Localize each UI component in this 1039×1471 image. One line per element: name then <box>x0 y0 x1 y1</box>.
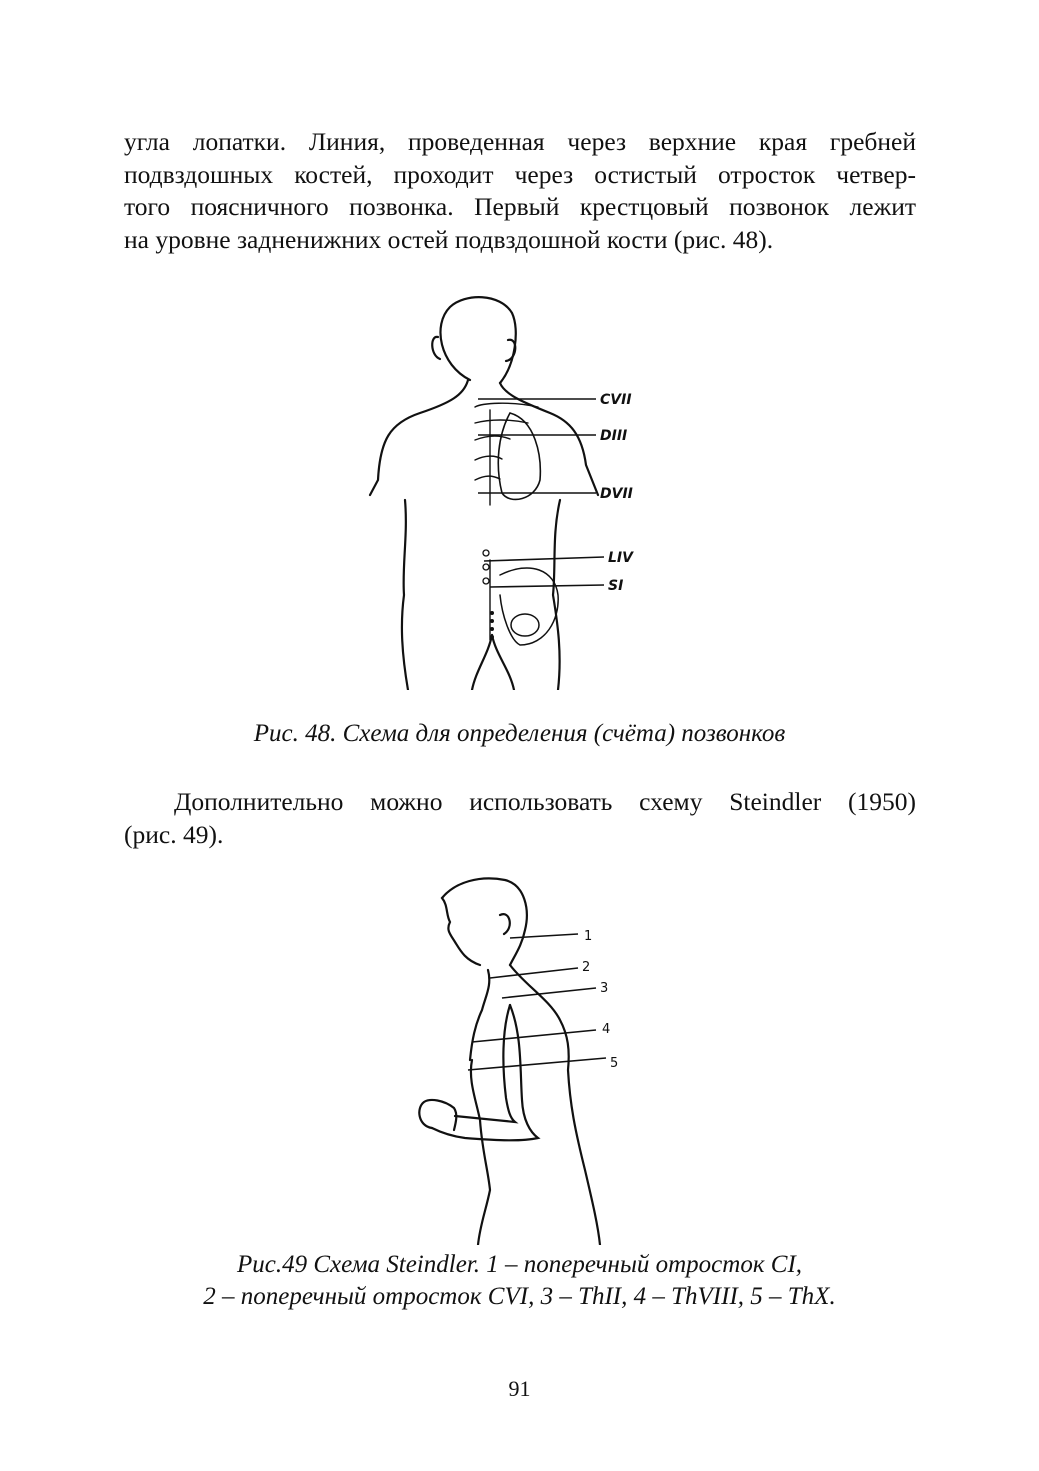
label-si: SI <box>608 578 624 594</box>
page-number: 91 <box>508 1376 531 1401</box>
label-liv: LIV <box>608 550 633 566</box>
label-cvii: CVII <box>600 392 632 408</box>
paragraph-1 <box>124 126 916 256</box>
figure-49-side-diagram <box>410 870 640 1245</box>
label-2: 2 <box>582 960 591 975</box>
figure-48-back-diagram <box>360 295 660 690</box>
text-line: того поясничного позвонка. Первый крестцовый позвонок лежит <box>124 192 916 221</box>
label-1: 1 <box>584 929 593 944</box>
text-line: Дополнительно можно использовать схему Steindler (1950) <box>174 787 916 816</box>
text-line: на уровне задненижних остей подвздошной кости (рис. 48). <box>124 224 774 254</box>
text-line: (рис. 49). <box>124 819 224 849</box>
label-3: 3 <box>600 981 609 996</box>
label-4: 4 <box>602 1022 611 1037</box>
label-diii: DIII <box>600 428 628 444</box>
caption-line: 2 – поперечный отросток CVI, 3 – ThII, 4 – ThVIII, 5 – ThX. <box>203 1283 836 1310</box>
text-line: угла лопатки. Линия, проведенная через верхние края гребней <box>124 127 916 156</box>
label-dvii: DVII <box>600 486 633 502</box>
caption-line: Рис.49 Схема Steindler. 1 – поперечный отросток CI, <box>236 1251 803 1278</box>
text-line: подвздошных костей, проходит через остистый отросток четвер- <box>124 159 916 189</box>
paragraph-2 <box>124 786 916 851</box>
label-5: 5 <box>610 1056 619 1071</box>
figure-49-caption <box>0 1249 1039 1313</box>
figure-48-caption: Рис. 48. Схема для определения (счёта) позвонков <box>253 720 786 747</box>
